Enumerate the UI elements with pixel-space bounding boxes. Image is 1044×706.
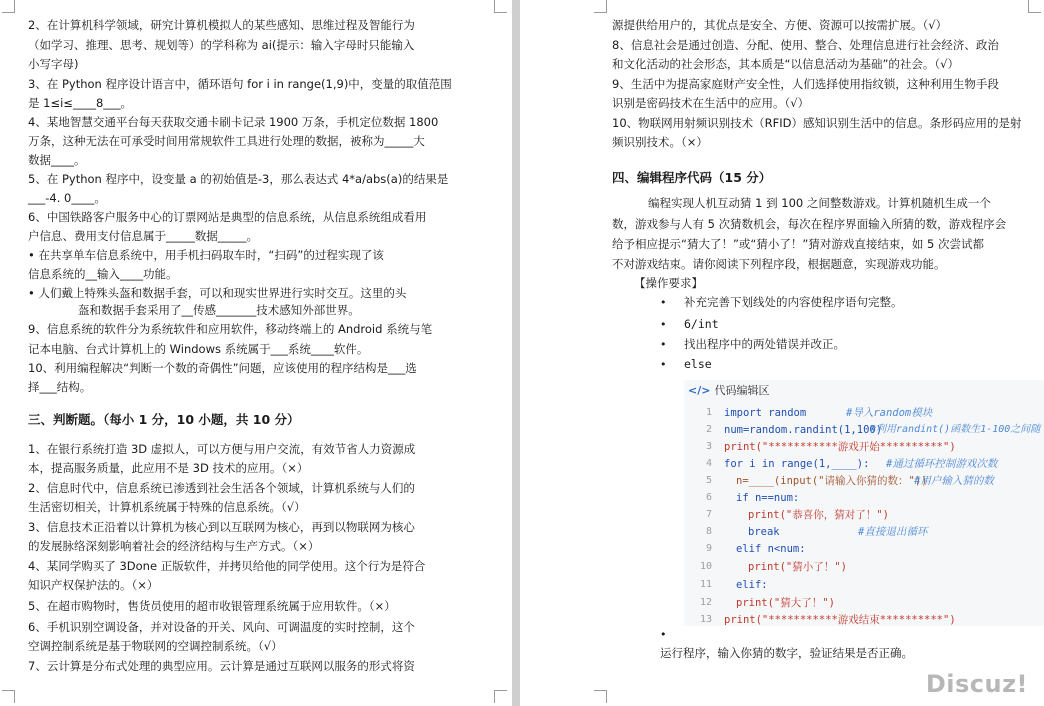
doc-line: 9、生活中为提高家庭财产安全性，人们选择使用指纹锁，这种利用生物手段: [612, 77, 999, 91]
doc-line: 识别是密码技术在生活中的应用。（√）: [612, 96, 810, 110]
judge-line: 知识产权保护法的。（×）: [28, 578, 159, 592]
line-number: 4: [705, 458, 712, 469]
doc-line: 和文化活动的社会形态，其本质是“以信息活动为基础”的社会。（√）: [612, 57, 959, 71]
line-number: 1: [705, 407, 712, 418]
code-line: print("***********游戏开始**********"): [724, 441, 956, 453]
bullet-dot: •: [660, 338, 667, 351]
doc-line: 万条，这种无法在可承受时间用常规软件工具进行处理的数据，被称为_____大: [28, 134, 425, 148]
doc-line: 频识别技术。（×）: [612, 135, 708, 149]
section-4-title: 四、编辑程序代码（15 分）: [612, 170, 772, 185]
code-line: num=random.randint(1,100): [724, 424, 883, 436]
line-number: 9: [705, 543, 712, 554]
line-number: 12: [699, 597, 712, 608]
doc-line: 5、在 Python 程序中，设变量 a 的初始值是-3，那么表达式 4*a/abs(a)的结果是: [28, 172, 449, 186]
code-line: elif:: [736, 579, 768, 591]
requirements-label: 【操作要求】: [634, 276, 703, 290]
bullet-dot: •: [660, 296, 667, 309]
crop-mark-bottom-right: [494, 690, 507, 703]
bullet-dot: •: [660, 318, 667, 331]
judge-line: 5、在超市购物时，售货员使用的超市收银管理系统属于应用软件。（×）: [28, 599, 396, 613]
line-number: 3: [705, 441, 712, 452]
line-number: 7: [705, 509, 712, 520]
judge-line: 生活密切相关，计算机系统属于特殊的信息系统。（√）: [28, 500, 306, 514]
code-line: elif n<num:: [736, 543, 806, 555]
judge-line: 6、手机识别空调设备，并对设备的开关、风向、可调温度的实时控制，这个: [28, 620, 415, 634]
judge-line: 2、信息时代中，信息系统已渗透到社会生活各个领域，计算机系统与人们的: [28, 481, 415, 495]
doc-line: 记本电脑、台式计算机上的 Windows 系统属于___系统____软件。: [28, 342, 369, 356]
requirement-item: 补充完善下划线处的内容使程序语句完整。: [684, 295, 903, 309]
doc-line: 源提供给用户的，其优点是安全、方便、资源可以按需扩展。（√）: [612, 18, 948, 32]
code-comment: #导入random模块: [846, 407, 933, 419]
doc-line: 6、中国铁路客户服务中心的订票网站是典型的信息系统，从信息系统组成看用: [28, 210, 427, 224]
crop-mark-bottom-left-right-page: [594, 690, 607, 703]
code-comment: #利用randint()函数生1-100之间随: [870, 424, 1041, 435]
line-number: 2: [705, 424, 712, 435]
crop-mark-top-right-right-page: [1028, 0, 1041, 13]
doc-line: 10、利用编程解决“判断一个数的奇偶性”问题，应该使用的程序结构是___选: [28, 361, 417, 375]
doc-line: ___-4. 0____。: [28, 191, 106, 205]
judge-line: 本，提高服务质量，此应用不是 3D 技术的应用。（×）: [28, 461, 309, 475]
doc-line: （如学习、推理、思考、规划等）的学科称为 ai(提示：输入字母时只能输入: [28, 38, 415, 52]
code-editor-title: 代码编辑区: [714, 384, 770, 397]
crop-mark-top-left: [2, 0, 15, 13]
doc-line: 2、在计算机科学领域，研究计算机模拟人的某些感知、思维过程及智能行为: [28, 18, 415, 32]
requirement-item: else: [684, 357, 712, 371]
code-line: print("恭喜你，猜对了！"): [748, 509, 889, 521]
doc-line: 8、信息社会是通过创造、分配、使用、整合、处理信息进行社会经济、政治: [612, 38, 999, 52]
code-line: n=____(input("请输入你猜的数：")): [736, 475, 928, 487]
line-number: 13: [699, 614, 712, 625]
task-line: 编程实现人机互动猜 1 到 100 之间整数游戏。计算机随机生成一个: [648, 196, 991, 210]
code-comment: #通过循环控制游戏次数: [886, 458, 998, 470]
judge-line: 3、信息技术正沿着以计算机为核心到以互联网为核心，再到以物联网为核心: [28, 520, 415, 534]
line-number: 11: [699, 579, 712, 590]
code-editor-header: [688, 382, 769, 398]
task-line: 不对游戏结束。请你阅读下列程序段，根据题意，实现游戏功能。: [612, 257, 946, 271]
code-line: print("猜小了！"): [748, 561, 847, 573]
doc-line: 10、物联网用射频识别技术（RFID）感知识别生活中的信息。条形码应用的是射: [612, 116, 1022, 130]
discuz-watermark: Discuz!: [925, 670, 1028, 698]
section-3-title: 三、判断题。（每小 1 分，10 小题，共 10 分）: [28, 412, 300, 427]
requirement-item: 6/int: [684, 317, 719, 331]
doc-line: 数据____。: [28, 153, 86, 167]
task-line: 数，游戏参与人有 5 次猜数机会，每次在程序界面输入所猜的数，游戏程序会: [612, 217, 1007, 231]
doc-line: 户信息、费用支付信息属于_____数据_____。: [28, 229, 258, 243]
requirement-item: 找出程序中的两处错误并改正。: [684, 337, 845, 351]
code-line: import random: [724, 407, 807, 419]
doc-line: 9、信息系统的软件分为系统软件和应用软件，移动终端上的 Android 系统与笔: [28, 322, 433, 336]
judge-line: 的发展脉络深刻影响着社会的经济结构与生产方式。（×）: [28, 539, 320, 553]
line-number: 8: [705, 526, 712, 537]
code-line: print("猜大了！"): [736, 597, 835, 609]
code-icon: </>: [688, 384, 711, 397]
crop-mark-bottom-left: [2, 690, 15, 703]
doc-line: 是 1≤i≤____8___。: [28, 96, 133, 110]
bullet-dot: •: [660, 358, 667, 371]
judge-line: 4、某同学购买了 3Done 正版软件，并拷贝给他的同学使用。这个行为是符合: [28, 559, 426, 573]
crop-mark-top-left-right-page: [594, 0, 607, 13]
judge-line: 空调控制系统是基于物联网的空调控制系统。（√）: [28, 639, 283, 653]
line-number: 6: [705, 492, 712, 503]
doc-line: 择___结构。: [28, 380, 92, 394]
code-comment: #用户输入猜的数: [914, 475, 994, 487]
bullet-dot: •: [660, 628, 667, 641]
task-line: 给予相应提示“猜大了！”或“猜小了！”猜对游戏直接结束，如 5 次尝试都: [612, 237, 984, 251]
code-line: for i in range(1,____):: [724, 458, 870, 470]
doc-line: 4、某地智慧交通平台每天获取交通卡刷卡记录 1900 万条，手机定位数据 1800: [28, 115, 439, 129]
crop-mark-top-right: [494, 0, 507, 13]
judge-line: 1、在银行系统打造 3D 虚拟人，可以方便与用户交流，有效节省人力资源成: [28, 442, 416, 456]
line-number: 10: [699, 561, 712, 572]
code-comment: #直接退出循环: [858, 526, 928, 538]
doc-line: • 人们戴上特殊头盔和数据手套，可以和现实世界进行实时交互。这里的头: [28, 286, 407, 300]
judge-line: 7、云计算是分布式处理的典型应用。云计算是通过互联网以服务的形式将资: [28, 659, 415, 673]
doc-line: 信息系统的__输入____功能。: [28, 267, 178, 281]
final-instruction: 运行程序，输入你猜的数字，验证结果是否正确。: [660, 646, 913, 660]
doc-line: 小写字母): [28, 57, 79, 71]
line-number: 5: [705, 475, 712, 486]
doc-line: 盔和数据手套采用了__传感_______技术感知外部世界。: [78, 303, 360, 317]
code-line: if n==num:: [736, 492, 800, 504]
doc-line: 3、在 Python 程序设计语言中，循环语句 for i in range(1,9)中，变量的取值范围: [28, 77, 452, 91]
code-line: print("***********游戏结束**********"): [724, 614, 956, 626]
code-line: break: [748, 526, 780, 538]
doc-line: • 在共享单车信息系统中，用手机扫码取车时，“扫码”的过程实现了该: [28, 248, 384, 262]
page-gutter: [512, 0, 520, 706]
